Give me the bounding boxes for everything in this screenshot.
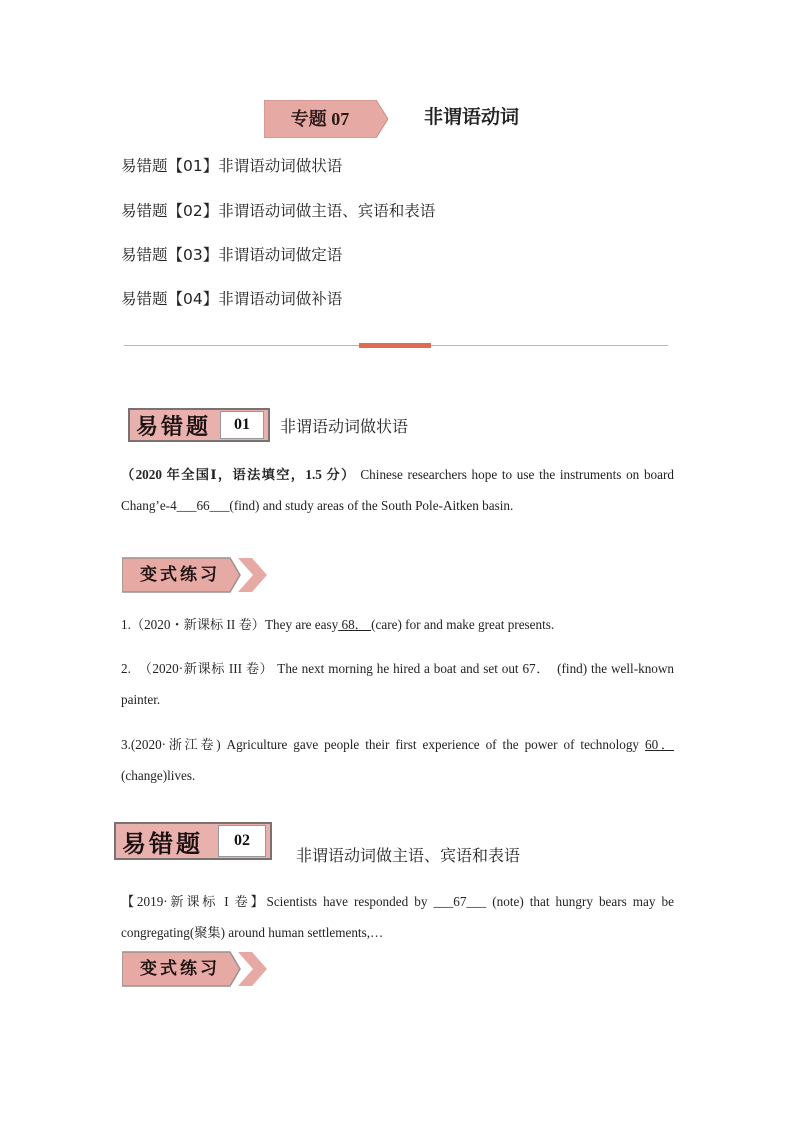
section-number: 01 <box>220 411 264 439</box>
example-blank: ___66___ <box>176 498 230 513</box>
section-tag-label: 易错题 <box>122 831 203 858</box>
page-title: 非谓语动词 <box>424 107 520 128</box>
divider-accent <box>359 343 431 348</box>
example-blank: ___67___ <box>433 894 487 909</box>
example-question-01 <box>121 459 674 521</box>
example-question-02 <box>121 886 674 948</box>
exercise-text: (find) the well-known painter. <box>121 661 674 707</box>
example-source: （2020 年全国Ⅰ，语法填空，1.5 分） <box>121 467 356 482</box>
toc-item-04[interactable]: 易错题【04】非谓语动词做补语 <box>121 290 343 308</box>
example-text-a: Scientists have responded by <box>266 894 434 909</box>
section-header-01 <box>128 408 270 442</box>
practice-banner-02 <box>122 950 272 988</box>
exercise-text: (care) for and make great presents. <box>371 617 555 632</box>
example-text-b: (find) and study areas of the South Pole-Aitken basin. <box>229 498 514 513</box>
topic-banner <box>264 100 388 138</box>
section-number: 02 <box>218 825 266 857</box>
practice-label: 变式练习 <box>140 565 220 584</box>
example-source: 【2019·新课标 I 卷】 <box>121 894 267 909</box>
example-text-a: Chinese researchers hope to use the instruments on board Chang’e-4 <box>121 467 674 513</box>
exercise-text: 1.（2020・新课标 II 卷）They are easy <box>121 617 339 632</box>
toc-item-02[interactable]: 易错题【02】非谓语动词做主语、宾语和表语 <box>121 202 436 220</box>
exercise-text: 2. （2020·新课标 III 卷） The next morning he hired a boat and set out 67． <box>121 661 544 676</box>
toc-item-01[interactable]: 易错题【01】非谓语动词做状语 <box>121 157 343 175</box>
toc-item-03[interactable]: 易错题【03】非谓语动词做定语 <box>121 246 343 264</box>
exercise-3 <box>121 729 674 791</box>
exercise-text: 3.(2020·浙江卷) Agriculture gave people their first experience of the power of technology <box>121 737 645 752</box>
exercise-1 <box>121 609 674 640</box>
exercise-blank: 60． <box>644 737 675 752</box>
example-text-b: (note) that hungry bears may be congregating(聚集) around human settlements,… <box>121 894 674 940</box>
practice-banner-01 <box>122 556 272 594</box>
exercise-text: (change)lives. <box>121 768 196 783</box>
topic-tag: 专题 07 <box>290 109 350 129</box>
section-tag-label: 易错题 <box>136 413 212 439</box>
section-title-02: 非谓语动词做主语、宾语和表语 <box>296 846 521 865</box>
section-title-01: 非谓语动词做状语 <box>280 417 409 436</box>
practice-label: 变式练习 <box>140 959 220 978</box>
exercise-blank: 68． <box>338 617 372 632</box>
exercise-2 <box>121 653 674 715</box>
section-header-02 <box>114 822 272 860</box>
